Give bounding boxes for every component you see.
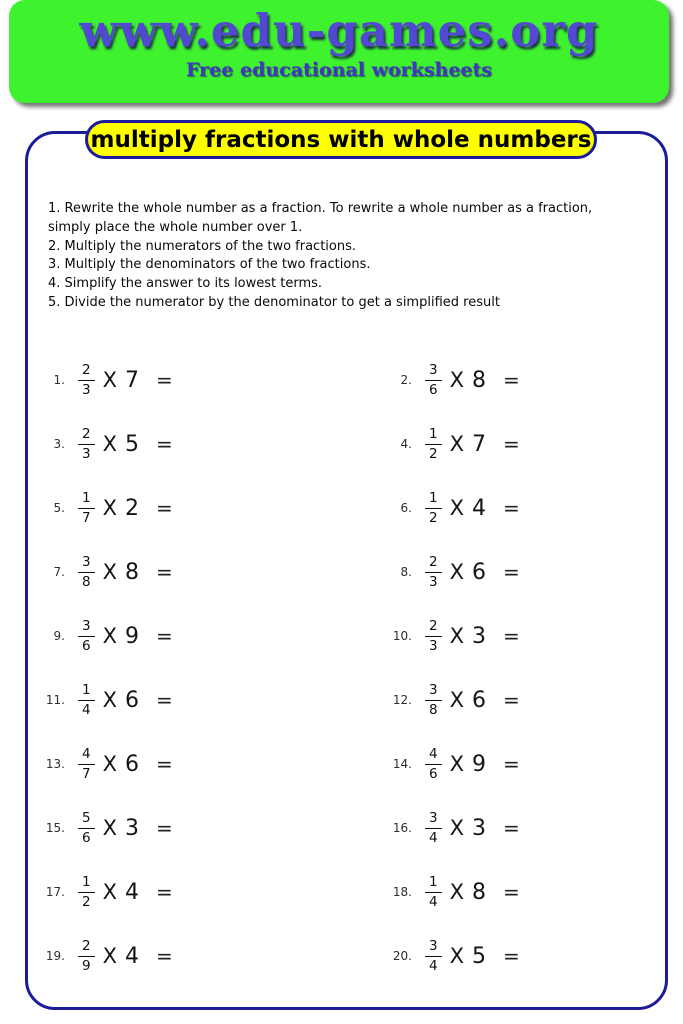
equals-sign: = [502,880,520,904]
fraction-numerator: 1 [429,873,438,890]
worksheet-title: multiply fractions with whole numbers [90,126,592,153]
problem-item [390,860,655,924]
problem-item [43,924,390,988]
problem-number: 17. [45,885,65,899]
multiply-sign: X [102,368,117,392]
problem-number: 16. [392,821,412,835]
site-tagline: Free educational worksheets [185,59,492,81]
fraction-numerator: 3 [82,553,91,570]
multiply-sign: X [449,816,464,840]
multiply-sign: X [102,688,117,712]
fraction-numerator: 5 [82,809,91,826]
equals-sign: = [502,752,520,776]
problem-number: 7. [53,565,65,579]
multiply-sign: X [102,880,117,904]
multiply-sign: X [449,496,464,520]
multiply-sign: X [102,624,117,648]
fraction-denominator: 2 [425,508,442,526]
equals-sign: = [155,368,173,392]
whole-number: 8 [124,559,139,585]
whole-number: 5 [124,431,139,457]
equals-sign: = [155,688,173,712]
fraction-numerator: 1 [82,489,91,506]
problem-number: 10. [392,629,412,643]
problem-number: 6. [400,501,412,515]
problem-number: 11. [45,693,65,707]
instruction-line: 1. Rewrite the whole number as a fraction. To rewrite a whole number as a fraction, [48,201,593,216]
multiply-sign: X [449,752,464,776]
whole-number: 9 [124,623,139,649]
instructions [48,200,653,313]
problem-number: 20. [392,949,412,963]
fraction [425,939,442,973]
multiply-sign: X [449,560,464,584]
fraction-numerator: 1 [82,681,91,698]
multiply-sign: X [102,816,117,840]
problem-item [390,476,655,540]
problem-number: 5. [53,501,65,515]
whole-number: 2 [124,495,139,521]
problem-number: 8. [400,565,412,579]
fraction [78,939,95,973]
multiply-sign: X [449,880,464,904]
fraction [425,363,442,397]
fraction-denominator: 4 [425,828,442,846]
problem-item [390,412,655,476]
fraction [425,619,442,653]
fraction [425,875,442,909]
fraction [78,491,95,525]
multiply-sign: X [449,368,464,392]
equals-sign: = [502,816,520,840]
problem-item [43,476,390,540]
problem-number: 1. [53,373,65,387]
fraction-numerator: 3 [82,617,91,634]
equals-sign: = [502,688,520,712]
problem-number: 13. [45,757,65,771]
fraction-denominator: 4 [425,892,442,910]
fraction [425,747,442,781]
fraction-numerator: 4 [82,745,91,762]
problem-number: 14. [392,757,412,771]
whole-number: 8 [471,367,486,393]
fraction [78,363,95,397]
whole-number: 8 [471,879,486,905]
whole-number: 7 [124,367,139,393]
instruction-line: 2. Multiply the numerators of the two fractions. [48,238,357,254]
fraction-denominator: 6 [425,380,442,398]
equals-sign: = [155,816,173,840]
problem-number: 15. [45,821,65,835]
equals-sign: = [502,432,520,456]
fraction [425,427,442,461]
whole-number: 4 [124,879,139,905]
equals-sign: = [155,624,173,648]
whole-number: 3 [471,815,486,841]
problem-item [390,540,655,604]
equals-sign: = [502,496,520,520]
whole-number: 3 [471,623,486,649]
equals-sign: = [155,496,173,520]
fraction-denominator: 8 [78,572,95,590]
fraction-denominator: 9 [78,956,95,974]
fraction-denominator: 6 [78,828,95,846]
fraction-numerator: 1 [82,873,91,890]
fraction [78,683,95,717]
fraction-denominator: 3 [425,572,442,590]
fraction-numerator: 3 [429,361,438,378]
multiply-sign: X [449,688,464,712]
problem-item [43,540,390,604]
equals-sign: = [502,560,520,584]
whole-number: 7 [471,431,486,457]
fraction [425,491,442,525]
problem-number: 9. [53,629,65,643]
fraction-denominator: 7 [78,764,95,782]
fraction-numerator: 3 [429,937,438,954]
problem-number: 12. [392,693,412,707]
fraction-numerator: 1 [429,425,438,442]
whole-number: 6 [124,751,139,777]
problem-number: 4. [400,437,412,451]
problems-grid [43,348,655,988]
problem-item [390,604,655,668]
fraction [78,427,95,461]
fraction-denominator: 2 [78,892,95,910]
problem-number: 2. [400,373,412,387]
multiply-sign: X [102,560,117,584]
problem-item [390,796,655,860]
fraction-denominator: 7 [78,508,95,526]
fraction-denominator: 6 [78,636,95,654]
fraction-numerator: 4 [429,745,438,762]
site-title: www.edu-games.org [79,4,599,57]
site-banner [9,0,669,103]
equals-sign: = [502,624,520,648]
problem-item [43,668,390,732]
problem-item [43,348,390,412]
problem-item [390,924,655,988]
fraction [425,555,442,589]
fraction-denominator: 6 [425,764,442,782]
fraction-denominator: 3 [78,380,95,398]
fraction-numerator: 2 [82,425,91,442]
multiply-sign: X [102,752,117,776]
problem-number: 18. [392,885,412,899]
equals-sign: = [155,560,173,584]
problem-item [43,796,390,860]
problem-item [43,860,390,924]
fraction [425,683,442,717]
problem-item [43,604,390,668]
problem-item [390,668,655,732]
equals-sign: = [502,944,520,968]
whole-number: 6 [124,687,139,713]
fraction [78,555,95,589]
instruction-line: 5. Divide the numerator by the denominator to get a simplified result [48,294,500,310]
multiply-sign: X [449,624,464,648]
problem-item [43,732,390,796]
problem-item [43,412,390,476]
fraction-denominator: 4 [78,700,95,718]
problem-item [390,732,655,796]
whole-number: 4 [471,495,486,521]
fraction-numerator: 3 [429,809,438,826]
fraction-denominator: 4 [425,956,442,974]
fraction-numerator: 2 [429,553,438,570]
fraction [78,747,95,781]
whole-number: 9 [471,751,486,777]
whole-number: 6 [471,559,486,585]
problem-number: 19. [45,949,65,963]
equals-sign: = [155,752,173,776]
fraction [78,875,95,909]
whole-number: 4 [124,943,139,969]
equals-sign: = [155,880,173,904]
fraction [78,619,95,653]
instruction-line: 3. Multiply the denominators of the two fractions. [48,257,371,273]
fraction-numerator: 3 [429,681,438,698]
instruction-line: 4. Simplify the answer to its lowest terms. [48,276,323,292]
whole-number: 3 [124,815,139,841]
equals-sign: = [155,432,173,456]
whole-number: 6 [471,687,486,713]
fraction-numerator: 2 [82,361,91,378]
multiply-sign: X [102,432,117,456]
multiply-sign: X [449,432,464,456]
whole-number: 5 [471,943,486,969]
multiply-sign: X [102,944,117,968]
multiply-sign: X [102,496,117,520]
fraction-denominator: 2 [425,444,442,462]
fraction [425,811,442,845]
problem-item [390,348,655,412]
fraction-numerator: 2 [429,617,438,634]
fraction-denominator: 3 [425,636,442,654]
equals-sign: = [502,368,520,392]
fraction-denominator: 8 [425,700,442,718]
instruction-line: simply place the whole number over 1. [48,219,303,235]
multiply-sign: X [449,944,464,968]
problem-number: 3. [53,437,65,451]
fraction [78,811,95,845]
worksheet-title-pill [85,120,597,159]
equals-sign: = [155,944,173,968]
fraction-denominator: 3 [78,444,95,462]
fraction-numerator: 2 [82,937,91,954]
fraction-numerator: 1 [429,489,438,506]
